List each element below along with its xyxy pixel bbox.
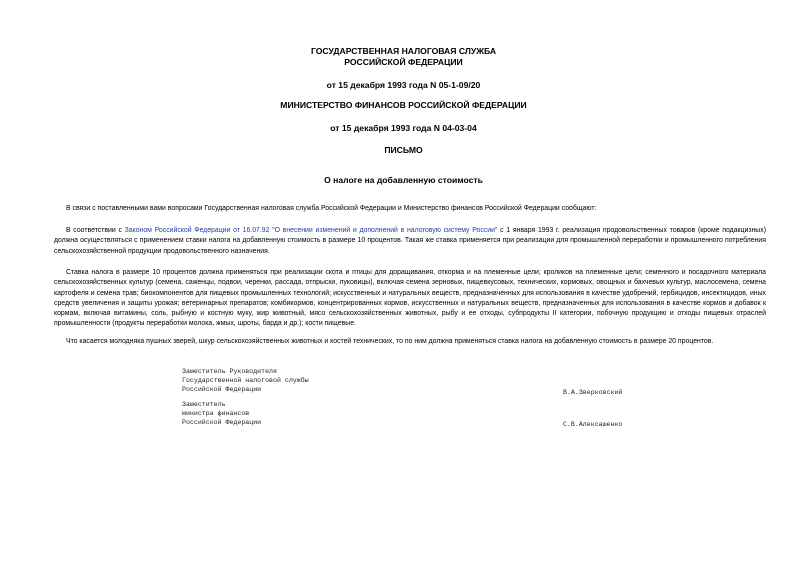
law-link[interactable]: Законом Российской Федерации от 16.07.92 "О внесении изменений и дополнений в налоговую систему России": [124, 227, 498, 234]
signature-name-zverkovsky: В.А.Зверковский: [563, 389, 623, 396]
paragraph-law-text-pre: В соответствии с: [66, 227, 125, 234]
signature-title-ministry: Заместитель министра финансов Российской Федерации: [182, 401, 262, 426]
ministry-date-number: от 15 декабря 1993 года N 04-03-04: [330, 123, 477, 133]
ministry-title: МИНИСТЕРСТВО ФИНАНСОВ РОССИЙСКОЙ ФЕДЕРАЦИИ: [280, 100, 527, 110]
paragraph-ten-percent-rate: Ставка налога в размере 10 процентов должна применяться при реализации скота и птицы для доращивания, откорма и на племенные цели; кроликов на племенные цели; семенного и посадочного материала сельскохозяйственных культур (семена, саженцы, подвои, черенки, рассада, отпрыски, луковицы), включая семена зерновых, пищевкусовых, технических, кормовых, овощных и бахчевых культур, маслосемена, семена картофеля и семена трав; биокомпонентов для пищевых промышленных технологий; искусственных и натуральных веществ, предназначенных для использования в качестве удобрений, гербицидов, инсектицидов, иных средств увеличения и защиты урожая; ветеринарных препаратов; комбикормов, концентрированных кормов, искусственных и натуральных веществ, предназначенных для использования в качестве кормов и добавок к кормам, включая витамины, соль, рыбную и костную муку, жир животный, мясо сельскохозяйственных животных, рыбу и ее отходы, субпродукты II категории, побочную продукцию и отходы пищевых отраслей промышленности (продукты переработки молока, жмых, шроты, барда и др.); кости пищевые.: [54, 269, 766, 328]
issuer-date-number: от 15 декабря 1993 года N 05-1-09/20: [326, 80, 481, 90]
issuer-line-2: РОССИЙСКОЙ ФЕДЕРАЦИИ: [344, 57, 463, 67]
paragraph-intro: В связи с поставленными вами вопросами Государственная налоговая служба Российской Федерации и Министерство финансов Российской Федерации сообщают:: [66, 205, 597, 212]
paragraph-twenty-percent-rate: Что касается молодняка пушных зверей, шкур сельскохозяйственных животных и костей технических, то по ним должна применяться ставка налога на добавленную стоимость в размере 20 процентов.: [66, 338, 714, 345]
document-type: ПИСЬМО: [384, 145, 423, 155]
paragraph-law-text-post: с 1 января 1993 г. реализация продовольственных товаров (кроме подакцизных) должна осуществляться с применением ставки налога на добавленную стоимость в размере 10 процентов. Такая же ставка применяется при реализации для промышленной переработки и промышленного потребления сельскохозяйственной продукции продовольственного назначения.: [54, 227, 766, 255]
signature-name-aleksashenko: С.В.Алексашенко: [563, 421, 623, 428]
signature-title-tax-service: Заместитель Руководителя Государственной налоговой службы Российской Федерации: [182, 368, 309, 393]
issuer-line-1: ГОСУДАРСТВЕННАЯ НАЛОГОВАЯ СЛУЖБА: [310, 46, 497, 56]
paragraph-law-reference: [54, 226, 766, 257]
document-subject: О налоге на добавленную стоимость: [324, 175, 483, 185]
